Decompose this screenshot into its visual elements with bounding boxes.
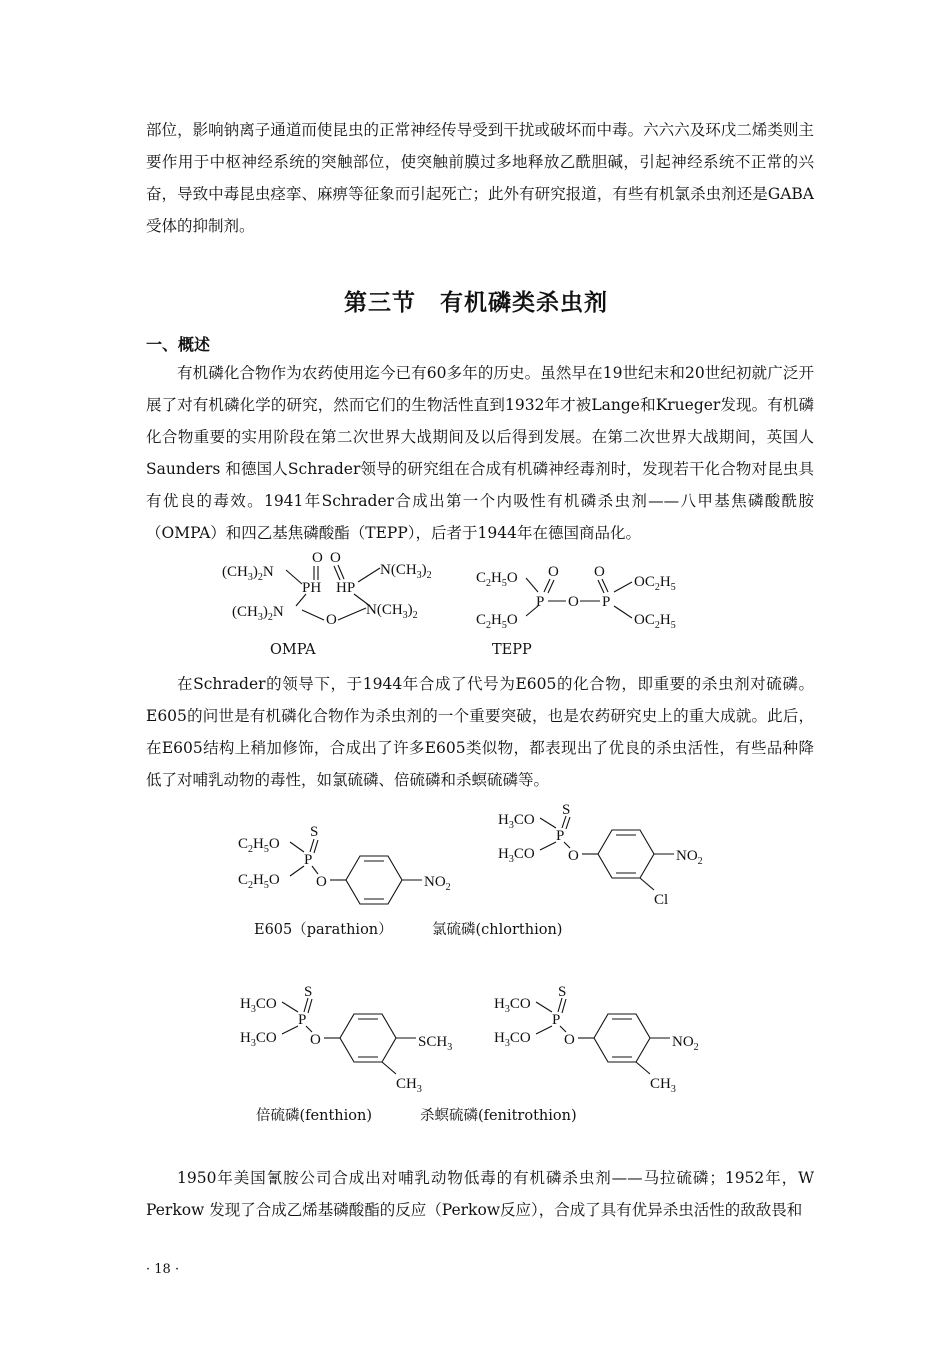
chem-label: 3 [402,610,408,621]
bond [614,606,632,618]
chem-label: H [659,574,671,590]
chem-label: H [253,872,264,888]
benzene-ring [346,856,402,904]
svg-text:H3CO [498,812,535,831]
chem-label: 5 [670,620,676,631]
svg-text:H3CO [494,996,531,1015]
caption-tepp: TEPP [492,642,532,658]
svg-text:N(CH3)2 [380,562,432,581]
chem-label: 3 [504,1038,510,1049]
chem-label: N [262,564,274,580]
bond [312,866,318,874]
svg-text:N(CH3)2 [366,602,418,621]
caption-chlorthion: 氯硫磷(chlorthion) [432,922,563,938]
chem-label: CO [509,1030,531,1046]
paragraph-overview: 有机磷化合物作为农药使用迄今已有60多年的历史。虽然早在19世纪末和20世纪初就广泛开展了对有机磷化学的研究，然而它们的生物活性直到1932年才被Lange和Krueger发现。有机磷化合物重要的实用阶段在第二次世界大战期间及以后得到发展。在第二次世界大战期间，英国人Saunders 和德国人Schrader领导的研究组在合成有机磷神经毒剂时，发现若干化合物对昆虫具有优良的毒效。1941年Schrader合成出第一个内吸性有机磷杀虫剂——八甲基焦磷酸酰胺（OMPA）和四乙基焦磷酸酯（TEPP），后者于1944年在德国商品化。 [146,364,814,542]
chem-label: 2 [693,1042,699,1053]
chem-label: 2 [445,882,451,893]
chem-label: (CH [232,604,258,620]
svg-text:NO2 [672,1034,699,1053]
benzene-ring [594,1014,650,1062]
bond [636,1062,650,1074]
svg-text:(CH3)2N [232,604,284,623]
paragraph-e605: 在Schrader的领导下，于1944年合成了代号为E605的化合物，即重要的杀虫剂对硫磷。E605的问世是有机磷化合物作为杀虫剂的一个重要突破，也是农药研究史上的重大成就。此后，在E605结构上稍加修饰，合成出了许多E605类似物，都表现出了优良的杀虫活性，有些品种降低了对哺乳动物的毒性，如氯硫磷、倍硫磷和杀螟硫磷等。 [146,675,814,789]
chem-label: 2 [486,620,492,631]
chem-label: O [568,594,579,610]
section-title: 第三节 有机磷类杀虫剂 [344,289,608,316]
svg-text:H3CO [240,996,277,1015]
chem-label: 5 [670,582,676,593]
chem-label: P [556,828,565,844]
paragraph-organochlorine-mechanism: 部位，影响钠离子通道而使昆虫的正常神经传导受到干扰或破坏而中毒。六六六及环戊二烯类则主要作用于中枢神经系统的突触部位，使突触前膜过多地释放乙酰胆碱，引起神经系统不正常的兴奋，导致中毒昆虫痉挛、麻痹等征象而引起死亡；此外有研究报道，有些有机氯杀虫剂还是GABA受体的抑制剂。 [146,121,814,235]
chem-label: PH [302,580,322,596]
chem-label: O [268,836,280,852]
chem-label: O [316,874,327,890]
bond [302,610,324,620]
chem-label: ) [252,564,258,580]
bond [540,818,556,828]
caption-fenitrothion: 杀螟硫磷(fenitrothion) [420,1108,577,1124]
chem-label: N [272,604,284,620]
benzene-ring [598,830,654,878]
chem-label: 5 [263,880,269,891]
chem-label: P [552,1012,561,1028]
chem-label: O [326,612,337,628]
e605-structure [234,822,464,898]
chem-label: O [312,550,323,566]
chem-label: 2 [654,582,660,593]
chem-label: 2 [486,578,492,589]
svg-text:CH3 [650,1076,676,1095]
chem-label: HP [336,580,356,596]
fenthion-structure [236,980,476,1095]
bond [536,1026,552,1034]
chem-label: OC [634,574,655,590]
bond [290,866,304,876]
chem-label: P [304,852,313,868]
chem-label: 5 [501,578,507,589]
svg-text:C2H5O [238,872,280,891]
chem-label: 2 [412,610,418,621]
bond [354,594,370,606]
chem-label: 5 [501,620,507,631]
chem-label: 2 [248,880,254,891]
chem-label: OC [634,612,655,628]
bond [338,608,366,620]
bond [310,839,314,852]
chem-label: NO [424,874,446,890]
chem-label: N(CH [380,562,417,578]
chem-label: ) [421,562,427,578]
tepp-structure [472,562,702,632]
chem-label: H [659,612,671,628]
chem-label: CO [513,846,535,862]
caption-fenthion: 倍硫磷(fenthion) [256,1108,372,1124]
page-number: · 18 · [146,1262,180,1277]
chem-label: 2 [248,844,254,855]
chem-label: H [494,996,505,1012]
bond [540,842,556,850]
svg-text:CH3 [396,1076,422,1095]
chem-label: P [602,594,611,610]
bond [560,1026,566,1032]
svg-text:(CH3)2N [222,564,274,583]
chem-label: H [240,1030,251,1046]
chem-label: 3 [508,854,514,865]
chem-label: H [491,612,502,628]
chem-label: 5 [263,844,269,855]
chem-label: O [548,564,559,580]
chem-label: 3 [416,1084,422,1095]
chem-label: 3 [416,570,422,581]
svg-text:C2H5O [476,570,518,589]
chem-label: (CH [222,564,248,580]
subsection-title: 一、概述 [146,335,211,354]
chem-label: Cl [654,892,669,908]
bond [308,999,312,1013]
bond [614,582,632,592]
chem-label: H [494,1030,505,1046]
bond [358,568,380,582]
chem-label: 3 [257,612,263,623]
bond [282,1026,298,1034]
svg-text:H3CO [494,1030,531,1049]
chem-label: 2 [257,572,263,583]
svg-text:H3CO [498,846,535,865]
bond [526,606,538,616]
chem-label: H [498,846,509,862]
chem-label: 3 [247,572,253,583]
chem-label: O [564,1032,575,1048]
chem-label: 3 [504,1004,510,1015]
bond [304,998,308,1012]
svg-text:H3CO [240,1030,277,1049]
svg-text:NO2 [676,848,703,867]
chem-label: C [476,570,487,586]
chem-label: 3 [250,1004,256,1015]
chem-label: CO [513,812,535,828]
bond [526,578,538,592]
chem-label: N(CH [366,602,403,618]
chem-label: CH [650,1076,671,1092]
chlorthion-structure [494,798,724,910]
chem-label: O [506,612,518,628]
bond [564,842,570,848]
chem-label: O [594,564,605,580]
chem-label: 3 [250,1038,256,1049]
bond [306,1026,312,1032]
bond [382,1062,396,1074]
chem-label: O [330,550,341,566]
chem-label: CO [255,996,277,1012]
chem-label: ) [262,604,268,620]
svg-text:C2H5O [238,836,280,855]
chem-label: O [310,1032,321,1048]
chem-label: H [498,812,509,828]
chem-label: 3 [670,1084,676,1095]
bond [562,999,566,1013]
chem-label: S [562,802,571,818]
chem-label: S [304,984,313,1000]
chem-label: H [240,996,251,1012]
paragraph-malathion: 1950年美国氰胺公司合成出对哺乳动物低毒的有机磷杀虫剂——马拉硫磷；1952年，W Perkow 发现了合成乙烯基磷酸酯的反应（Perkow反应），合成了具有优异杀虫活性的敌敌畏和 [146,1169,814,1219]
chem-label: P [298,1012,307,1028]
chem-label: C [238,872,249,888]
chem-label: NO [672,1034,694,1050]
chem-label: O [568,848,579,864]
chem-label: NO [676,848,698,864]
caption-ompa: OMPA [270,642,316,658]
bond [536,1002,552,1012]
caption-e605: E605（parathion） [254,922,393,938]
benzene-ring [340,1014,396,1062]
svg-text:NO2 [424,874,451,893]
ompa-structure [218,548,448,638]
svg-text:SCH3 [418,1034,452,1053]
chem-label: H [491,570,502,586]
chem-label: CO [255,1030,277,1046]
chem-label: CO [509,996,531,1012]
svg-text:C2H5O [476,612,518,631]
chem-label: SCH [418,1034,448,1050]
chem-label: C [476,612,487,628]
bond [566,817,570,829]
chem-label: O [506,570,518,586]
chem-label: 3 [508,820,514,831]
chem-label: C [238,836,249,852]
chem-label: S [558,984,567,1000]
bond [314,840,318,853]
chem-label: P [536,594,545,610]
bond [282,1002,298,1012]
chem-label: 2 [697,856,703,867]
bond [296,594,306,606]
svg-text:OC2H5 [634,574,676,593]
fenitrothion-structure [490,980,720,1095]
chem-label: S [310,824,319,840]
chem-label: 3 [447,1042,453,1053]
chem-label: 2 [654,620,660,631]
bond [640,878,654,890]
svg-text:OC2H5 [634,612,676,631]
bond [558,998,562,1012]
chem-label: 2 [426,570,432,581]
bond [290,842,304,852]
bond [286,570,302,584]
chem-label: ) [407,602,413,618]
chem-label: H [253,836,264,852]
chem-label: 2 [267,612,273,623]
chem-label: CH [396,1076,417,1092]
chem-label: O [268,872,280,888]
